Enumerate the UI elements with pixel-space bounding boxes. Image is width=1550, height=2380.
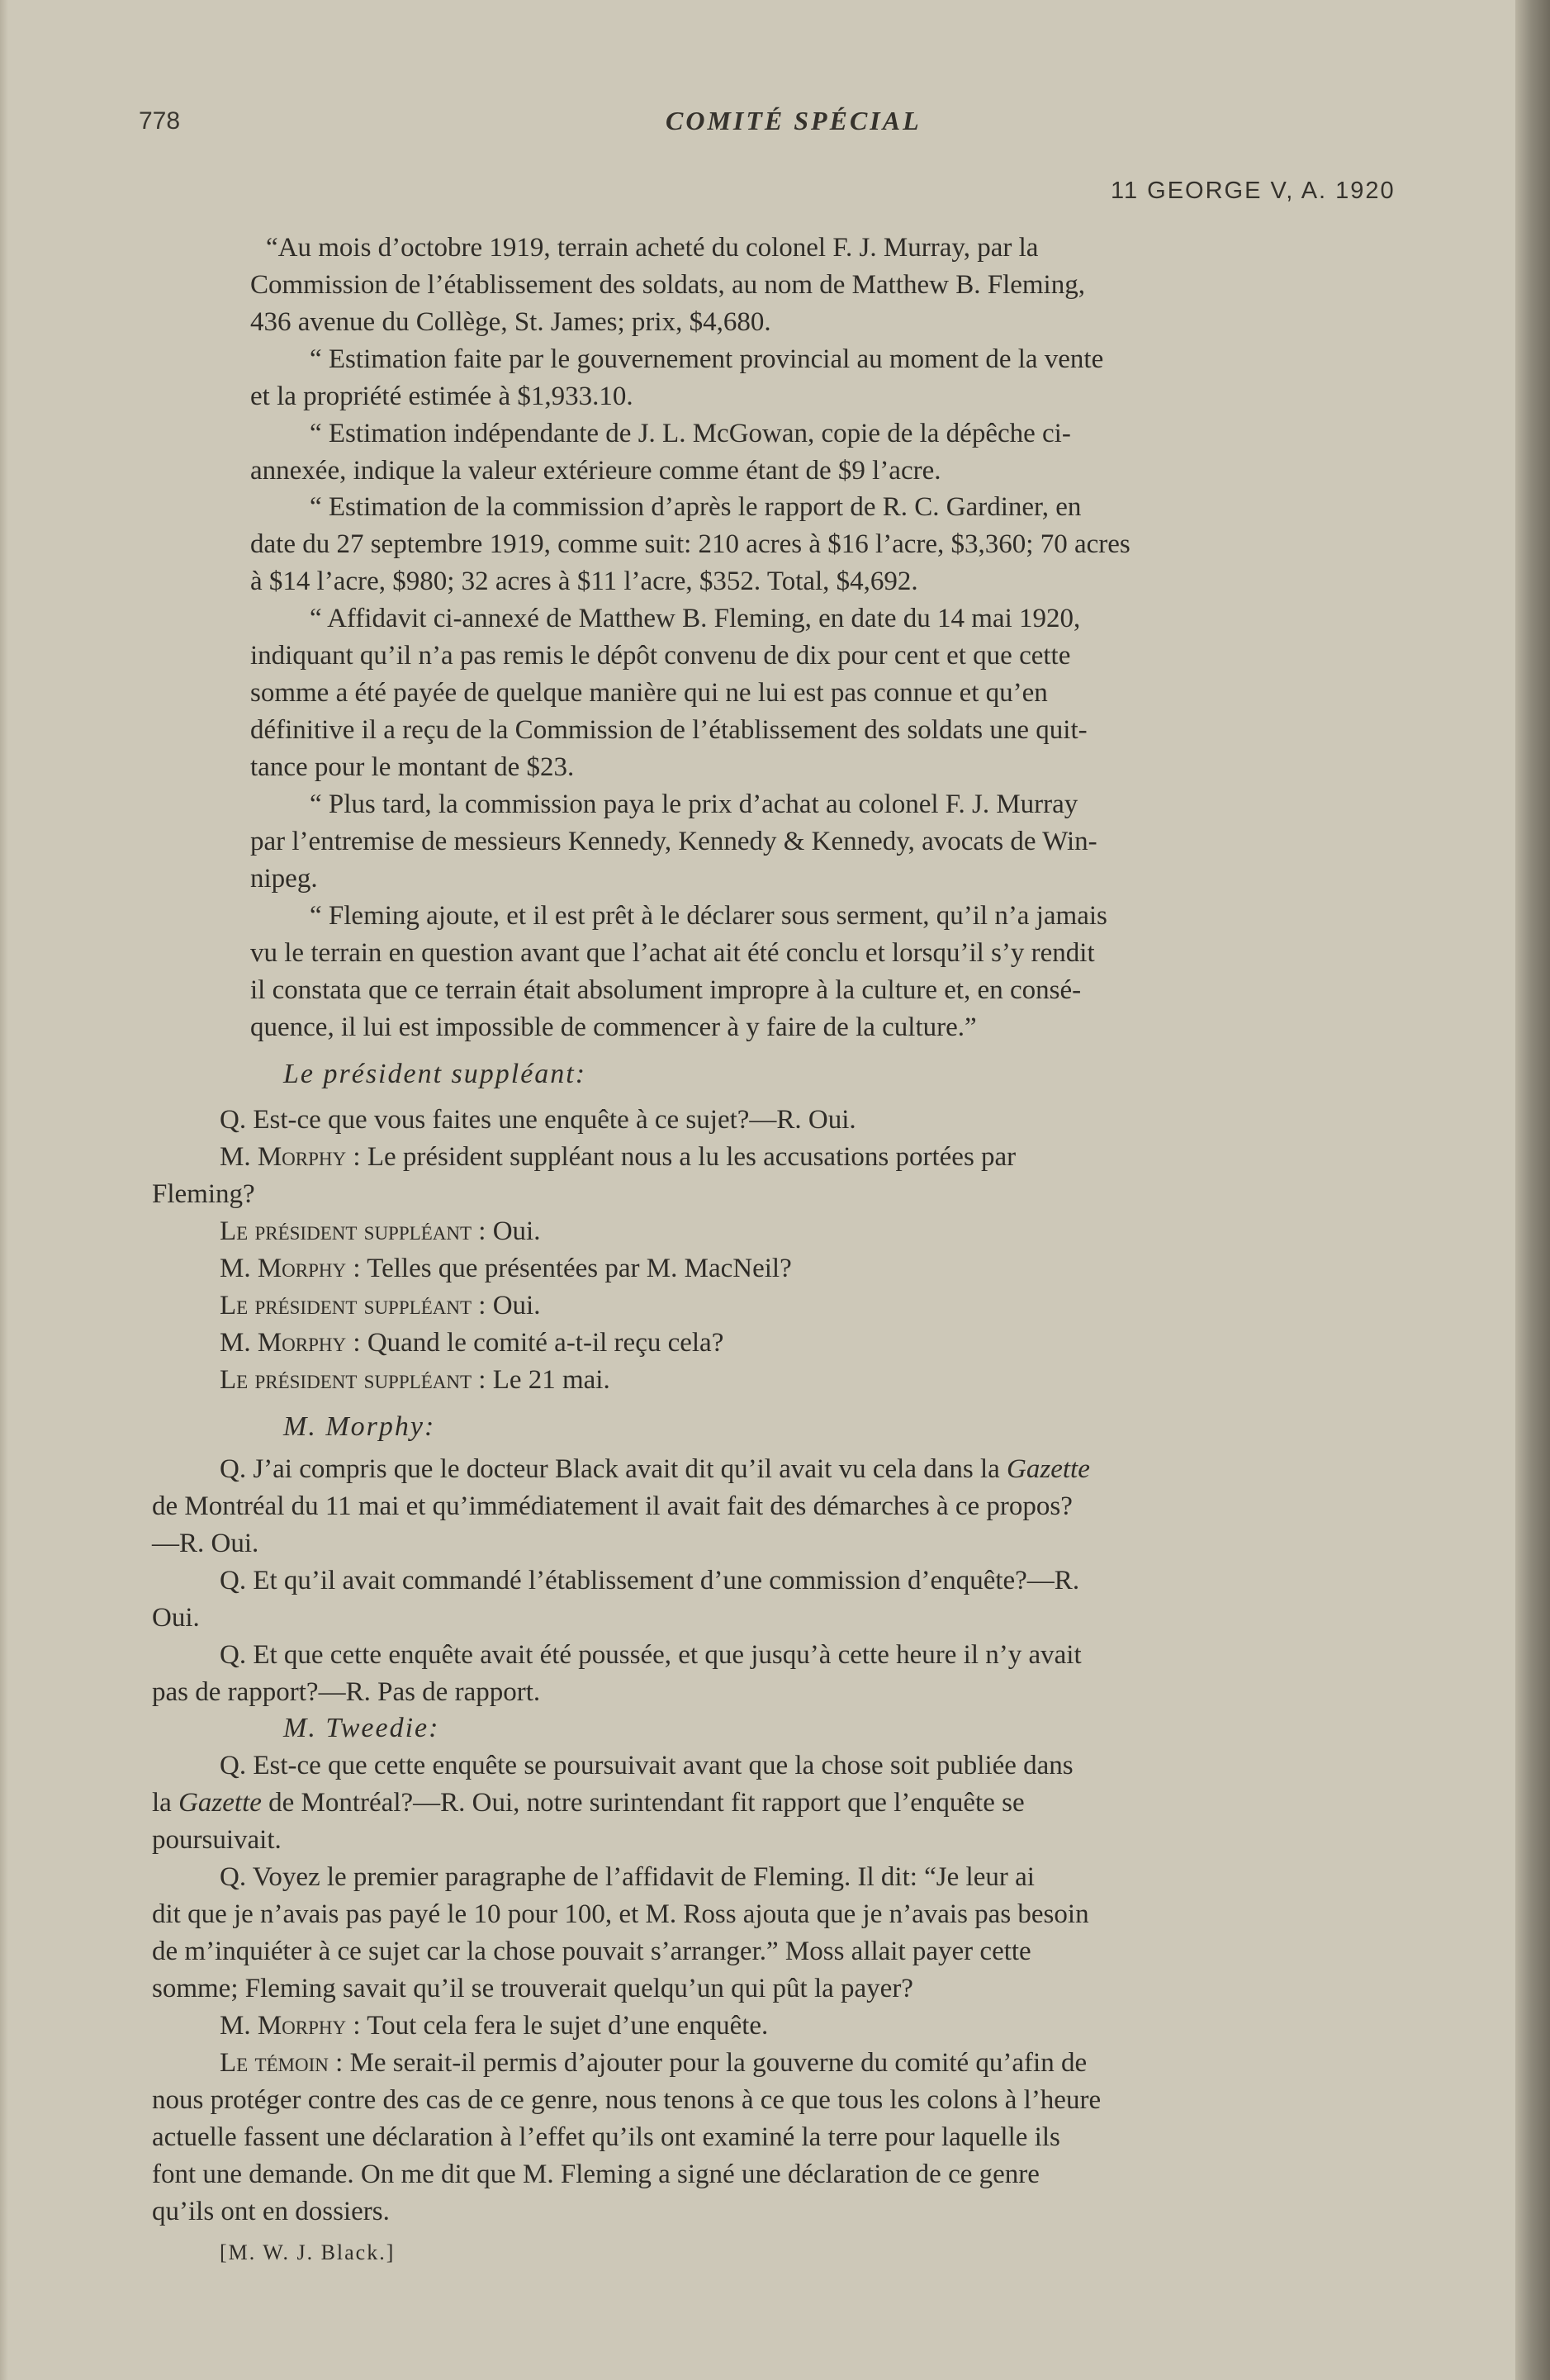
page-edge [0,0,8,2380]
text-line: définitive il a reçu de la Commission de l’établissement des soldats une quit- [250,715,1088,745]
text-line: Q. Est-ce que vous faites une enquête à ce sujet?—R. Oui. [220,1105,856,1135]
text-line: somme a été payée de quelque manière qui ne lui est pas connue et qu’en [250,678,1048,708]
dialogue-text: Me serait-il permis d’ajouter pour la gouverne du comité qu’afin de [349,2048,1088,2078]
text-line [220,1362,610,1398]
text-line: 436 avenue du Collège, St. James; prix, $4,680. [250,307,771,337]
text-line: la Gazette de Montréal?—R. Oui, notre surintendant fit rapport que l’enquête se [152,1788,1025,1818]
text-line: “ Estimation de la commission d’après le rapport de R. C. Gardiner, en [310,492,1082,522]
text-line: date du 27 septembre 1919, comme suit: 210 acres à $16 l’acre, $3,360; 70 acres [250,529,1131,559]
text-line: somme; Fleming savait qu’il se trouverait quelqu’un qui pût la payer? [152,1974,913,2003]
text-line: —R. Oui. [152,1529,259,1558]
text-line: annexée, indique la valeur extérieure comme étant de $9 l’acre. [250,456,941,486]
speaker-heading: M. Tweedie: [283,1713,440,1743]
text-line: “ Affidavit ci-annexé de Matthew B. Fleming, en date du 14 mai 1920, [310,604,1081,633]
text-line: Q. J’ai compris que le docteur Black avait dit qu’il avait vu cela dans la Gazette [220,1454,1090,1484]
text-line [220,1139,1016,1175]
book-spine [1515,0,1550,2380]
speaker-name: M. Morphy : [220,1142,361,1172]
text-line: vu le terrain en question avant que l’achat ait été conclu et lorsqu’il s’y rendit [250,938,1095,968]
text-line [220,1325,723,1361]
text-line: font une demande. On me dit que M. Fleming a signé une déclaration de ce genre [152,2160,1040,2189]
text-line [220,1287,540,1324]
running-title: COMITÉ SPÉCIAL [666,106,922,135]
text-line: actuelle fassent une déclaration à l’effet qu’ils ont examiné la terre pour laquelle ils [152,2122,1060,2152]
text-line [220,2008,768,2044]
speaker-heading: Le président suppléant: [283,1059,587,1089]
text-line: poursuivait. [152,1825,282,1855]
text-line: “ Estimation indépendante de J. L. McGowan, copie de la dépêche ci- [310,419,1071,448]
dialogue-text: Tout cela fera le sujet d’une enquête. [367,2011,769,2041]
text-line: Q. Et que cette enquête avait été poussée, et que jusqu’à cette heure il n’y avait [220,1640,1082,1670]
text-line: à $14 l’acre, $980; 32 acres à $11 l’acre, $352. Total, $4,692. [250,567,918,596]
speaker-name: Le président suppléant : [220,1291,486,1320]
text-line: dit que je n’avais pas payé le 10 pour 100, et M. Ross ajouta que je n’avais pas besoin [152,1899,1089,1929]
text-line: “ Plus tard, la commission paya le prix d’achat au colonel F. J. Murray [310,789,1078,819]
text-line [220,2045,1087,2081]
text-line: de m’inquiéter à ce sujet car la chose pouvait s’arranger.” Moss allait payer cette [152,1937,1031,1966]
text-line: par l’entremise de messieurs Kennedy, Kennedy & Kennedy, avocats de Win- [250,827,1097,856]
dialogue-text: Le président suppléant nous a lu les accusations portées par [367,1142,1017,1172]
text-line: il constata que ce terrain était absolument impropre à la culture et, en consé- [250,975,1082,1005]
speaker-name: Le président suppléant : [220,1216,486,1246]
speaker-name: M. Morphy : [220,1328,361,1358]
text-line: quence, il lui est impossible de commencer à y faire de la culture.” [250,1012,977,1042]
dialogue-text: Oui. [492,1216,541,1246]
text-line: de Montréal du 11 mai et qu’immédiatement il avait fait des démarches à ce propos? [152,1491,1073,1521]
text-line: Fleming? [152,1179,255,1209]
text-line [220,1213,540,1249]
text-line: “ Fleming ajoute, et il est prêt à le déclarer sous serment, qu’il n’a jamais [310,901,1107,931]
speaker-heading: M. Morphy: [283,1411,436,1442]
session-line: 11 GEORGE V, A. 1920 [1111,178,1396,204]
text-line: tance pour le montant de $23. [250,752,575,782]
speaker-name: Le témoin : [220,2048,344,2078]
speaker-name: M. Morphy : [220,2011,361,2041]
text-line: Q. Et qu’il avait commandé l’établissement d’une commission d’enquête?—R. [220,1566,1080,1595]
text-line: pas de rapport?—R. Pas de rapport. [152,1677,541,1707]
text-line: “Au mois d’octobre 1919, terrain acheté du colonel F. J. Murray, par la [266,233,1039,263]
dialogue-text: Oui. [492,1291,541,1320]
dialogue-text: Quand le comité a-t-il reçu cela? [367,1328,724,1358]
text-line: Q. Voyez le premier paragraphe de l’affidavit de Fleming. Il dit: “Je leur ai [220,1862,1035,1892]
text-line: Q. Est-ce que cette enquête se poursuivait avant que la chose soit publiée dans [220,1751,1074,1780]
dialogue-text: Le 21 mai. [492,1365,610,1395]
text-line: qu’ils ont en dossiers. [152,2197,390,2226]
speaker-name: M. Morphy : [220,1254,361,1283]
witness-footer: [M. W. J. Black.] [220,2240,396,2264]
text-line: et la propriété estimée à $1,933.10. [250,382,633,411]
text-line [220,1250,792,1287]
text-line: nous protéger contre des cas de ce genre, nous tenons à ce que tous les colons à l’heure [152,2085,1102,2115]
text-line: indiquant qu’il n’a pas remis le dépôt convenu de dix pour cent et que cette [250,641,1071,671]
text-line: nipeg. [250,864,318,894]
dialogue-text: Telles que présentées par M. MacNeil? [367,1254,792,1283]
gazette-title: Gazette [1007,1454,1090,1484]
page-number: 778 [139,107,181,135]
gazette-title: Gazette [178,1788,262,1818]
text-line: Commission de l’établissement des soldats, au nom de Matthew B. Fleming, [250,270,1085,300]
text-line: Oui. [152,1603,200,1633]
speaker-name: Le président suppléant : [220,1365,486,1395]
text-line: “ Estimation faite par le gouvernement provincial au moment de la vente [310,344,1104,374]
